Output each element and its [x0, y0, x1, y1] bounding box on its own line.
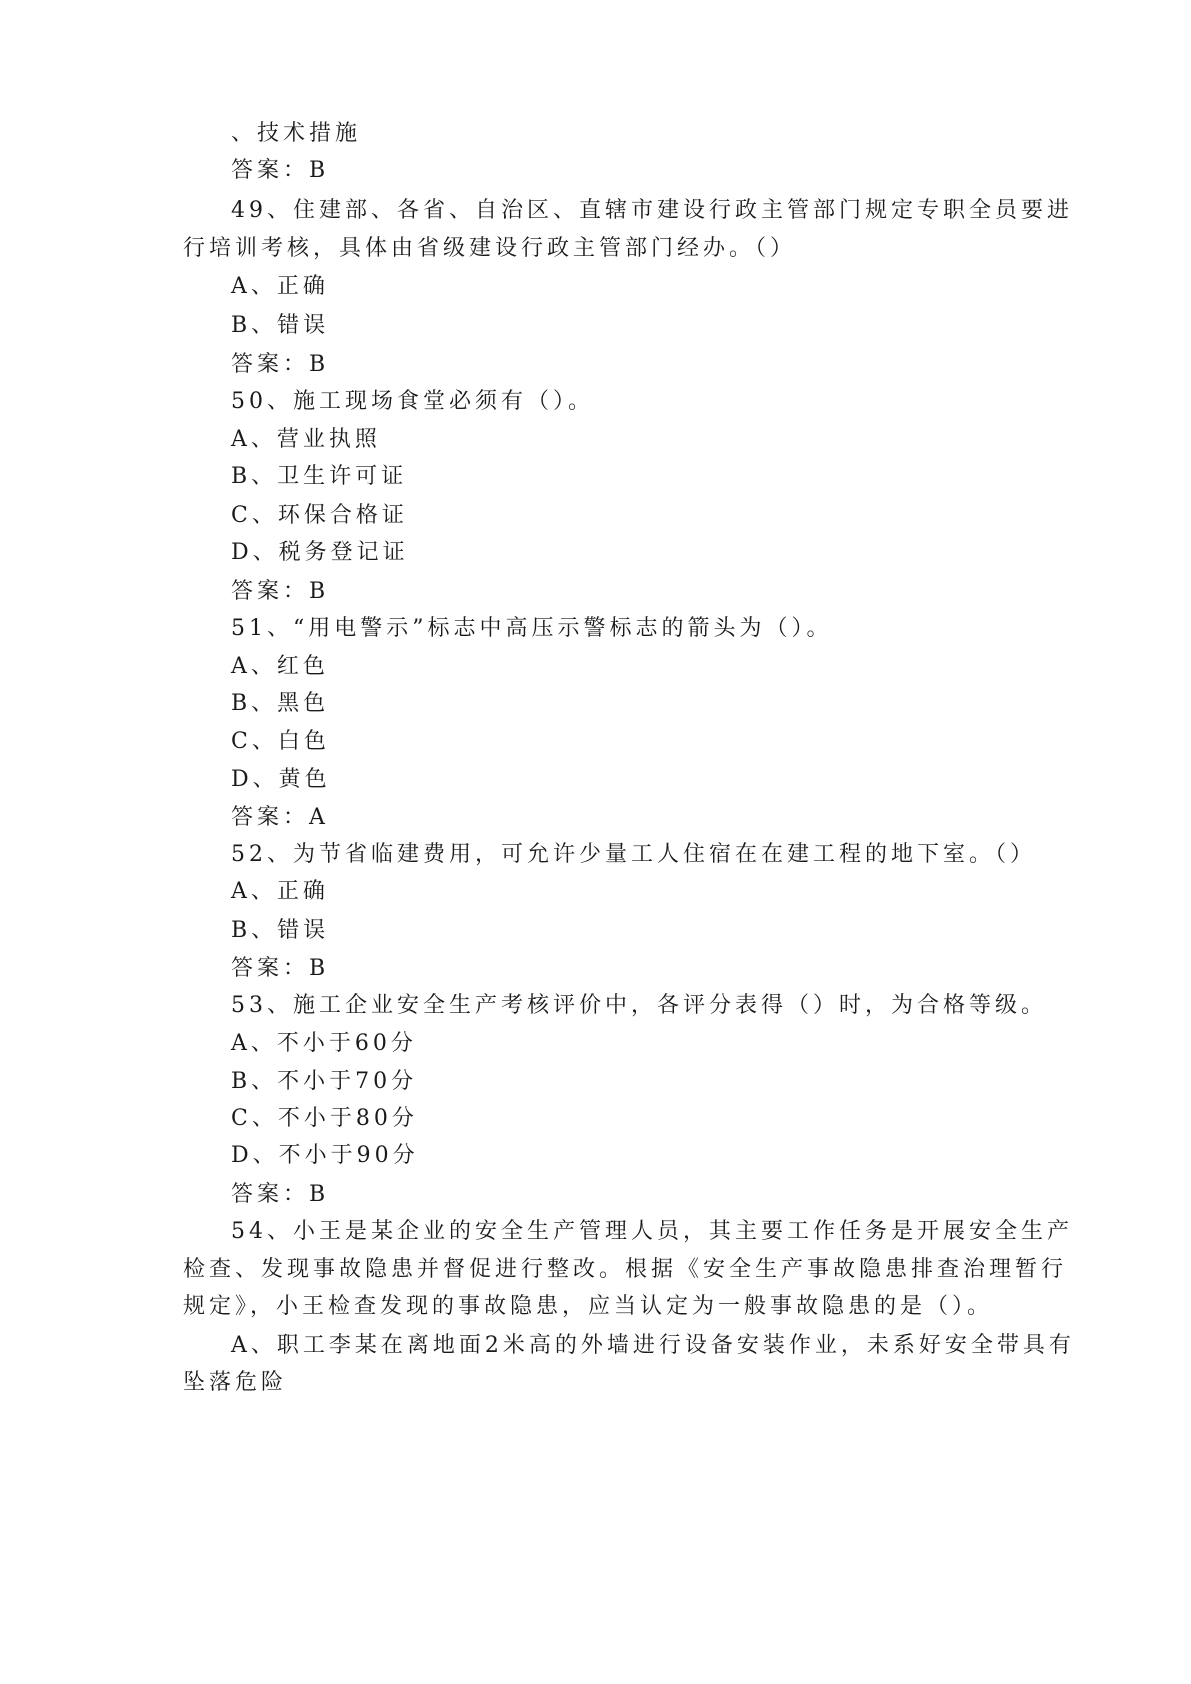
text-line: 坠落危险: [183, 1370, 288, 1395]
text-line: A、红色: [231, 654, 329, 679]
text-line: 53、施工企业安全生产考核评价中，各评分表得（）时，为合格等级。: [231, 993, 1047, 1018]
text-line: D、税务登记证: [231, 540, 409, 565]
text-line: A、正确: [231, 879, 329, 904]
text-line: C、白色: [231, 729, 330, 754]
text-line: 50、施工现场食堂必须有（）。: [231, 389, 594, 414]
text-line: 答案：B: [231, 352, 330, 377]
text-line: 规定》，小王检查发现的事故隐患，应当认定为一般事故隐患的是（）。: [183, 1294, 994, 1319]
text-line: B、黑色: [231, 691, 330, 716]
text-line: 检查、发现事故隐患并督促进行整改。根据《安全生产事故隐患排查治理暂行: [183, 1257, 1068, 1282]
text-line: 答案：B: [231, 579, 330, 604]
text-line: A、不小于60分: [231, 1031, 417, 1056]
text-line: A、营业执照: [231, 427, 381, 452]
text-line: 52、为节省临建费用，可允许少量工人住宿在在建工程的地下室。（）: [231, 842, 1036, 867]
text-line: D、不小于90分: [231, 1143, 419, 1168]
text-line: C、不小于80分: [231, 1106, 418, 1131]
text-line: 51、“用电警示”标志中高压示警标志的箭头为（）。: [231, 616, 833, 641]
text-line: 行培训考核，具体由省级建设行政主管部门经办。（）: [183, 236, 797, 261]
text-line: 、技术措施: [231, 121, 362, 146]
text-line: A、正确: [231, 274, 329, 299]
text-line: B、错误: [231, 313, 330, 338]
text-line: 54、小王是某企业的安全生产管理人员，其主要工作任务是开展安全生产: [231, 1219, 1073, 1244]
text-line: B、卫生许可证: [231, 464, 408, 489]
text-line: 49、住建部、各省、自治区、直辖市建设行政主管部门规定专职全员要进: [231, 198, 1073, 223]
text-line: A、职工李某在离地面2米高的外墙进行设备安装作业，未系好安全带具有: [231, 1333, 1075, 1358]
text-line: B、错误: [231, 918, 330, 943]
text-line: B、不小于70分: [231, 1069, 418, 1094]
text-line: 答案：B: [231, 158, 330, 183]
text-line: 答案：B: [231, 1182, 330, 1207]
text-line: 答案：B: [231, 956, 330, 981]
text-line: 答案：A: [231, 805, 329, 830]
text-line: C、环保合格证: [231, 503, 408, 528]
text-line: D、黄色: [231, 767, 331, 792]
